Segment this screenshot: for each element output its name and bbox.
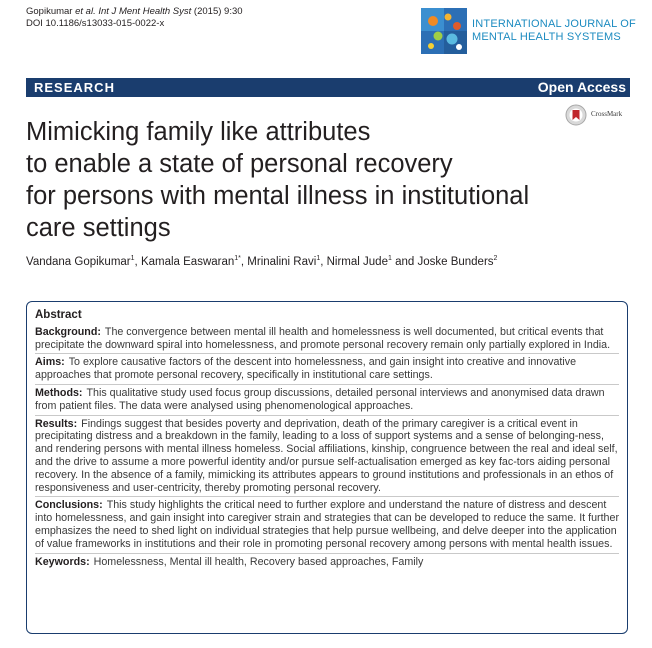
author-name[interactable]: Vandana Gopikumar [26,255,131,268]
section-label: Conclusions: [35,499,103,512]
crossmark-label: CrossMark [591,110,623,118]
title-line: Mimicking family like attributes [26,118,371,146]
title-line: to enable a state of personal recovery [26,150,453,178]
author-name[interactable]: Joske Bunders [417,255,494,268]
title-line: care settings [26,214,171,242]
author-affiliation: 2 [493,255,498,262]
article-type-banner [26,78,630,97]
section-text: The convergence between mental ill health and homelessness is well documented, but critical events that precipitate the downward spiral into homelessness, and promote personal recovery remain only partially explored in India. [35,325,611,351]
section-label: RESEARCH [34,80,115,95]
crossmark-badge[interactable] [565,104,637,126]
section-text: To explore causative factors of the descent into homelessness, and gain insight into creative and innovative approaches that promote personal recovery, specifically in institutional care settings. [35,356,577,382]
section-label: Results: [35,417,78,430]
author-affiliation: 1 [316,255,321,262]
abstract-aims [35,355,619,385]
journal-title-line1: INTERNATIONAL JOURNAL OF [472,18,636,30]
title-line: for persons with mental illness in institutional [26,182,530,210]
section-text: This qualitative study used focus group discussions, detailed personal interviews and anonymised data drawn from patient files. The data were analysed using phenomenological approaches. [35,386,605,412]
crossmark-icon [565,104,587,126]
author-separator: and [391,255,418,268]
author-name[interactable]: Mrinalini Ravi [247,255,317,268]
citation-authors: Gopikumar [26,6,73,17]
citation-line [26,6,243,18]
author-separator: , [240,255,248,268]
section-text: Findings suggest that besides poverty and deprivation, death of the primary caregiver is a critical event in precipitating distress and a breakdown in the family, leading to a loss of support systems and a sense of belonging-ness, and rendering persons with mental illness homeless. Social affiliations, kinship, congruence between the real and ideal self, and the drive to assume a more powerful identity and/or pursue self-actualisation emerged as key fac-tors aiding personal recovery. In the absence of a family, mimicking its attributes appears to ground institutions and professionals in an ethos of responsiveness and user-centricity, thereby promoting personal recovery. [35,417,618,494]
abstract-box [26,301,628,634]
citation-header [26,6,243,30]
section-text: This study highlights the critical need to further explore and understand the nature of distress and descent into homelessness, and gain insight into caregiver strain and strategies that can be developed to reduce the same. It further emphasizes the need to shed light on individual strategies that help pursue wellbeing, and delve deeper into the application of value frameworks in institutions and their role in promoting personal recovery among persons with mental health issues. [35,499,620,550]
section-label: Methods: [35,386,83,399]
author-affiliation: 1* [234,255,241,262]
section-label: Keywords: [35,555,90,568]
citation-volume: (2015) 9:30 [191,6,243,17]
abstract-background [35,325,619,355]
abstract-conclusions [35,498,619,553]
author-affiliation: 1 [387,255,392,262]
section-label: Background: [35,325,101,338]
article-title [26,116,529,244]
abstract-methods [35,386,619,416]
section-text: Homelessness, Mental ill health, Recovery based approaches, Family [93,555,424,568]
section-label: Aims: [35,356,65,369]
author-separator: , [320,255,327,268]
author-affiliation: 1 [130,255,135,262]
author-list [26,255,497,268]
journal-title-line2: MENTAL HEALTH SYSTEMS [472,31,621,43]
doi-line[interactable]: DOI 10.1186/s13033-015-0022-x [26,18,165,29]
journal-logo-icon [421,8,467,54]
journal-title [472,18,636,44]
author-name[interactable]: Kamala Easwaran [140,255,235,268]
citation-et-al: et al. [72,6,96,17]
abstract-keywords [35,555,619,571]
journal-branding[interactable] [421,8,636,54]
citation-journal: Int J Ment Health Syst [98,6,192,17]
abstract-heading: Abstract [35,309,82,321]
author-separator: , [134,255,141,268]
abstract-results [35,417,619,498]
open-access-label: Open Access [537,79,626,95]
author-name[interactable]: Nirmal Jude [326,255,388,268]
